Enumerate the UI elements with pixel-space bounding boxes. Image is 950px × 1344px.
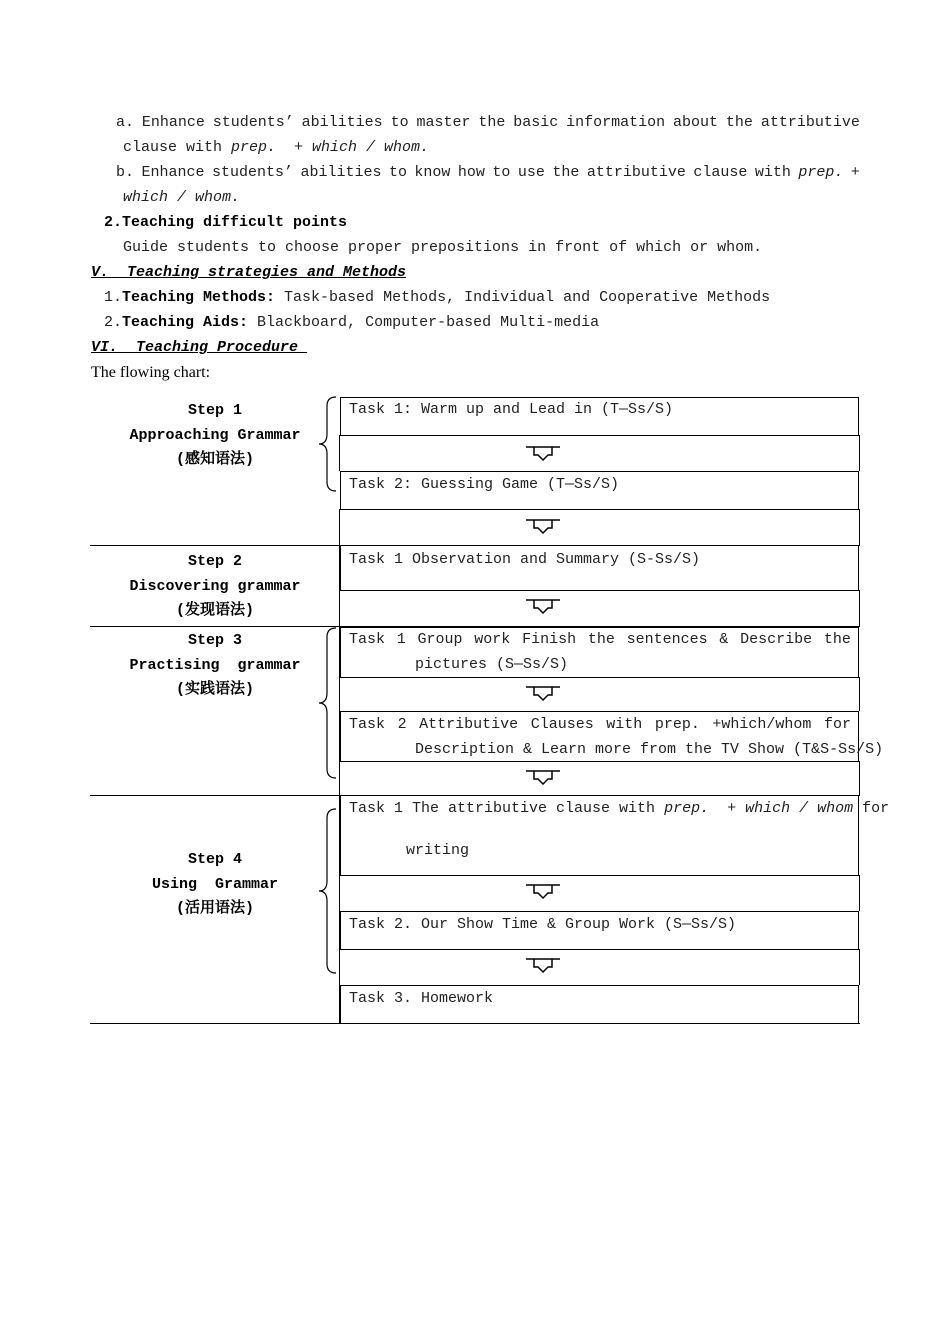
step-4-label (90, 848, 340, 922)
arrow-down-icon (525, 957, 561, 973)
word: the (552, 164, 580, 181)
word: students’ (211, 164, 293, 181)
word: Enhance (141, 164, 205, 181)
task-s3-1-line1 (349, 631, 851, 648)
step-chinese: (发现语法) (175, 602, 254, 619)
task-s1-2: Task 2: Guessing Game (T—Ss/S) (349, 476, 620, 493)
task-s4-3: Task 3. Homework (349, 990, 494, 1007)
word: Describe (740, 631, 813, 648)
objective-a-line2-prefix: clause with (123, 139, 232, 156)
word: master (416, 114, 471, 131)
item-number: 2. (104, 314, 123, 331)
word: sentences (626, 631, 708, 648)
task-s4-1-suffix: for (853, 800, 890, 817)
step-chinese: (活用语法) (175, 900, 254, 917)
teaching-methods-label: Teaching Methods: (122, 289, 276, 306)
task-s4-1-line2: writing (406, 842, 470, 859)
arrow-down-icon (525, 769, 561, 785)
brace-step-1 (316, 396, 338, 492)
word: information (566, 114, 666, 131)
teaching-methods-item (104, 289, 770, 306)
step-subtitle: Approaching Grammar (129, 426, 301, 444)
arrow-down-icon (525, 445, 561, 461)
task-s3-2-line1 (349, 716, 851, 733)
objective-a-line1 (116, 114, 860, 131)
objective-b-line1 (116, 164, 860, 181)
word: the (587, 631, 615, 648)
teaching-aids-value: Blackboard, Computer-based Multi-media (248, 314, 600, 331)
column-divider-top2 (339, 509, 340, 546)
word: the (478, 114, 506, 131)
item-number: 1. (104, 289, 123, 306)
step-subtitle: Discovering grammar (129, 577, 301, 595)
difficult-points-heading: 2.Teaching difficult points (104, 214, 348, 231)
objective-a-line2 (123, 139, 429, 156)
word: a. (116, 114, 135, 131)
task-s4-1-line1 (349, 800, 889, 817)
row-right-border (859, 677, 860, 711)
step-title: Step 4 (187, 851, 242, 868)
step-subtitle: Using Grammar (151, 875, 279, 893)
word: Attributive (419, 716, 519, 733)
word: Task (349, 631, 386, 648)
italic-word: prep. (798, 164, 844, 181)
word: Task (349, 716, 386, 733)
word: Enhance (141, 114, 205, 131)
step-separator-2 (90, 626, 340, 627)
step-title: Step 2 (187, 553, 242, 570)
word: with (754, 164, 791, 181)
word: with (606, 716, 643, 733)
task-s4-1-prefix: Task 1 The attributive clause with (349, 800, 665, 817)
teaching-methods-value: Task-based Methods, Individual and Cooperative Methods (275, 289, 771, 306)
word: know (414, 164, 451, 181)
word: clause (693, 164, 748, 181)
word: prep. (654, 716, 700, 733)
word: Finish (522, 631, 577, 648)
word: 1 (396, 631, 406, 648)
word: & (719, 631, 729, 648)
word: attributive (760, 114, 860, 131)
word: students’ (212, 114, 294, 131)
word: to (390, 114, 409, 131)
word: Clauses (530, 716, 594, 733)
word: basic (513, 114, 559, 131)
brace-step-3 (316, 627, 338, 779)
word: abilities (301, 114, 383, 131)
arrow-down-icon (525, 883, 561, 899)
word: abilities (300, 164, 382, 181)
word: for (823, 716, 851, 733)
row-right-border (859, 435, 860, 471)
word: +which/whom (712, 716, 812, 733)
objective-a-line2-italic: prep. + which / whom. (231, 139, 430, 156)
step-chinese: (实践语法) (175, 681, 254, 698)
step-1-label (90, 399, 340, 473)
word: about (673, 114, 719, 131)
step-subtitle: Practising grammar (129, 656, 301, 674)
row-right-border (859, 509, 860, 545)
teaching-aids-label: Teaching Aids: (122, 314, 249, 331)
arrow-down-icon (525, 598, 561, 614)
step-title: Step 3 (187, 632, 242, 649)
word: to (492, 164, 511, 181)
arrow-down-icon (525, 685, 561, 701)
row-right-border (859, 590, 860, 626)
task-s3-1-line2: pictures (S—Ss/S) (415, 656, 569, 673)
task-s4-1-italic: prep. + which / whom (664, 800, 854, 817)
task-s2-1: Task 1 Observation and Summary (S-Ss/S) (349, 551, 701, 568)
word: attributive (586, 164, 686, 181)
section-5-heading: V. Teaching strategies and Methods (91, 264, 407, 281)
chart-intro: The flowing chart: (91, 364, 211, 381)
word: 2 (397, 716, 407, 733)
word: to (388, 164, 407, 181)
task-s4-2: Task 2. Our Show Time & Group Work (S—Ss/S) (349, 916, 737, 933)
arrow-down-icon (525, 518, 561, 534)
word: the (823, 631, 851, 648)
word: use (517, 164, 545, 181)
row-right-border (859, 761, 860, 795)
word: how (457, 164, 485, 181)
italic-word: + (850, 164, 860, 181)
row-right-border (859, 949, 860, 985)
step-title: Step 1 (187, 402, 242, 419)
word: the (725, 114, 753, 131)
word: Group (417, 631, 463, 648)
step-3-label (90, 629, 340, 703)
step-2-label (90, 550, 340, 624)
difficult-points-text: Guide students to choose proper prepositions in front of which or whom. (123, 239, 763, 256)
task-s3-2-line2: Description & Learn more from the TV Show (T&S-Ss/S) (415, 741, 884, 758)
task-s1-1: Task 1: Warm up and Lead in (T—Ss/S) (349, 401, 674, 418)
objective-b-line2: which / whom. (123, 189, 241, 206)
step-chinese: (感知语法) (175, 451, 254, 468)
teaching-aids-item (104, 314, 599, 331)
word: b. (116, 164, 135, 181)
row-right-border (859, 875, 860, 911)
section-6-heading: VI. Teaching Procedure (91, 339, 308, 356)
brace-step-4 (316, 808, 338, 974)
word: work (474, 631, 511, 648)
